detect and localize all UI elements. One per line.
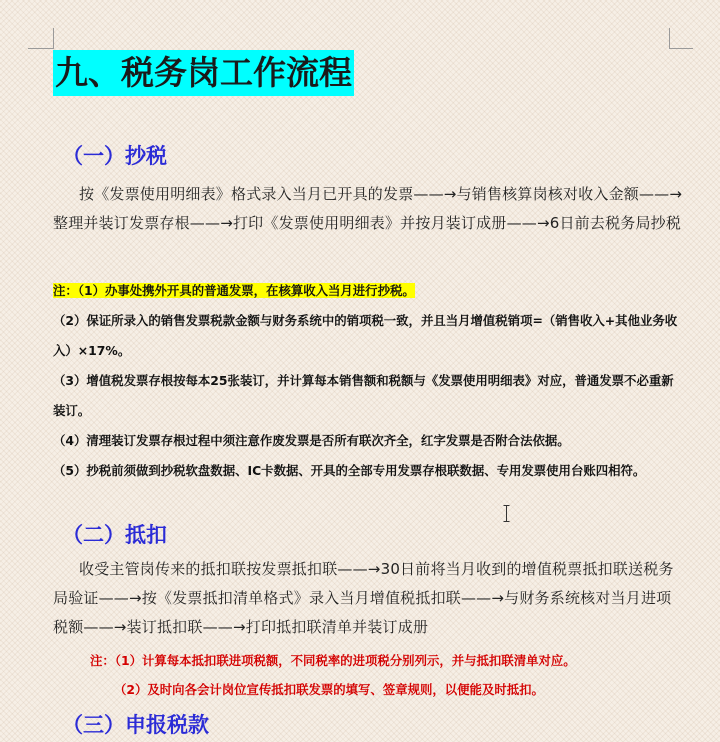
crop-mark-top-right-horizontal (669, 48, 693, 49)
section-1-note-4: （4）清理装订发票存根过程中须注意作废发票是否所有联次齐全，红字发票是否附合法依据。 (53, 433, 570, 448)
section-1-note-1 (53, 276, 678, 306)
section-1-paragraph: 按《发票使用明细表》格式录入当月已开具的发票——→与销售核算岗核对收入金额——→整理并装订发票存根——→打印《发票使用明细表》并按月装订成册——→6日前去税务局抄税 (53, 185, 683, 232)
section-1-note-2: （2）保证所录入的销售发票税款金额与财务系统中的销项税一致，并且当月增值税销项=（销售收入+其他业务收入）×17%。 (53, 313, 678, 358)
section-2-note-2: （2）及时向各会计岗位宣传抵扣联发票的填写、签章规则，以便能及时抵扣。 (114, 682, 544, 697)
crop-mark-top-right-vertical (669, 28, 670, 48)
section-2-note-1: 注：（1）计算每本抵扣联进项税额，不同税率的进项税分别列示，并与抵扣联清单对应。 (90, 653, 576, 668)
section-1-note-5: （5）抄税前须做到抄税软盘数据、IC卡数据、开具的全部专用发票存根联数据、专用发票使用台账四相符。 (53, 463, 646, 478)
crop-mark-top-left-horizontal (28, 48, 54, 49)
section-2-paragraph: 收受主管岗传来的抵扣联按发票抵扣联——→30日前将当月收到的增值税票抵扣联送税务局验证——→按《发票抵扣清单格式》录入当月增值税抵扣联——→与财务系统核对当月进项税额——→装订抵扣联——→打印抵扣联清单并装订成册 (53, 560, 674, 636)
section-heading-2: （二）抵扣 (62, 522, 167, 547)
text-cursor-icon (503, 505, 510, 522)
section-heading-3: （三）申报税款 (62, 712, 209, 737)
crop-mark-top-left-vertical (53, 28, 54, 48)
note-1-highlight: 注：（1）办事处携外开具的普通发票，在核算收入当月进行抄税。 (53, 283, 415, 298)
section-1-note-3: （3）增值税发票存根按每本25张装订，并计算每本销售额和税额与《发票使用明细表》对应，普通发票不必重新装订。 (53, 373, 674, 418)
section-heading-1: （一）抄税 (62, 143, 167, 168)
page-title: 九、税务岗工作流程 (53, 50, 354, 96)
